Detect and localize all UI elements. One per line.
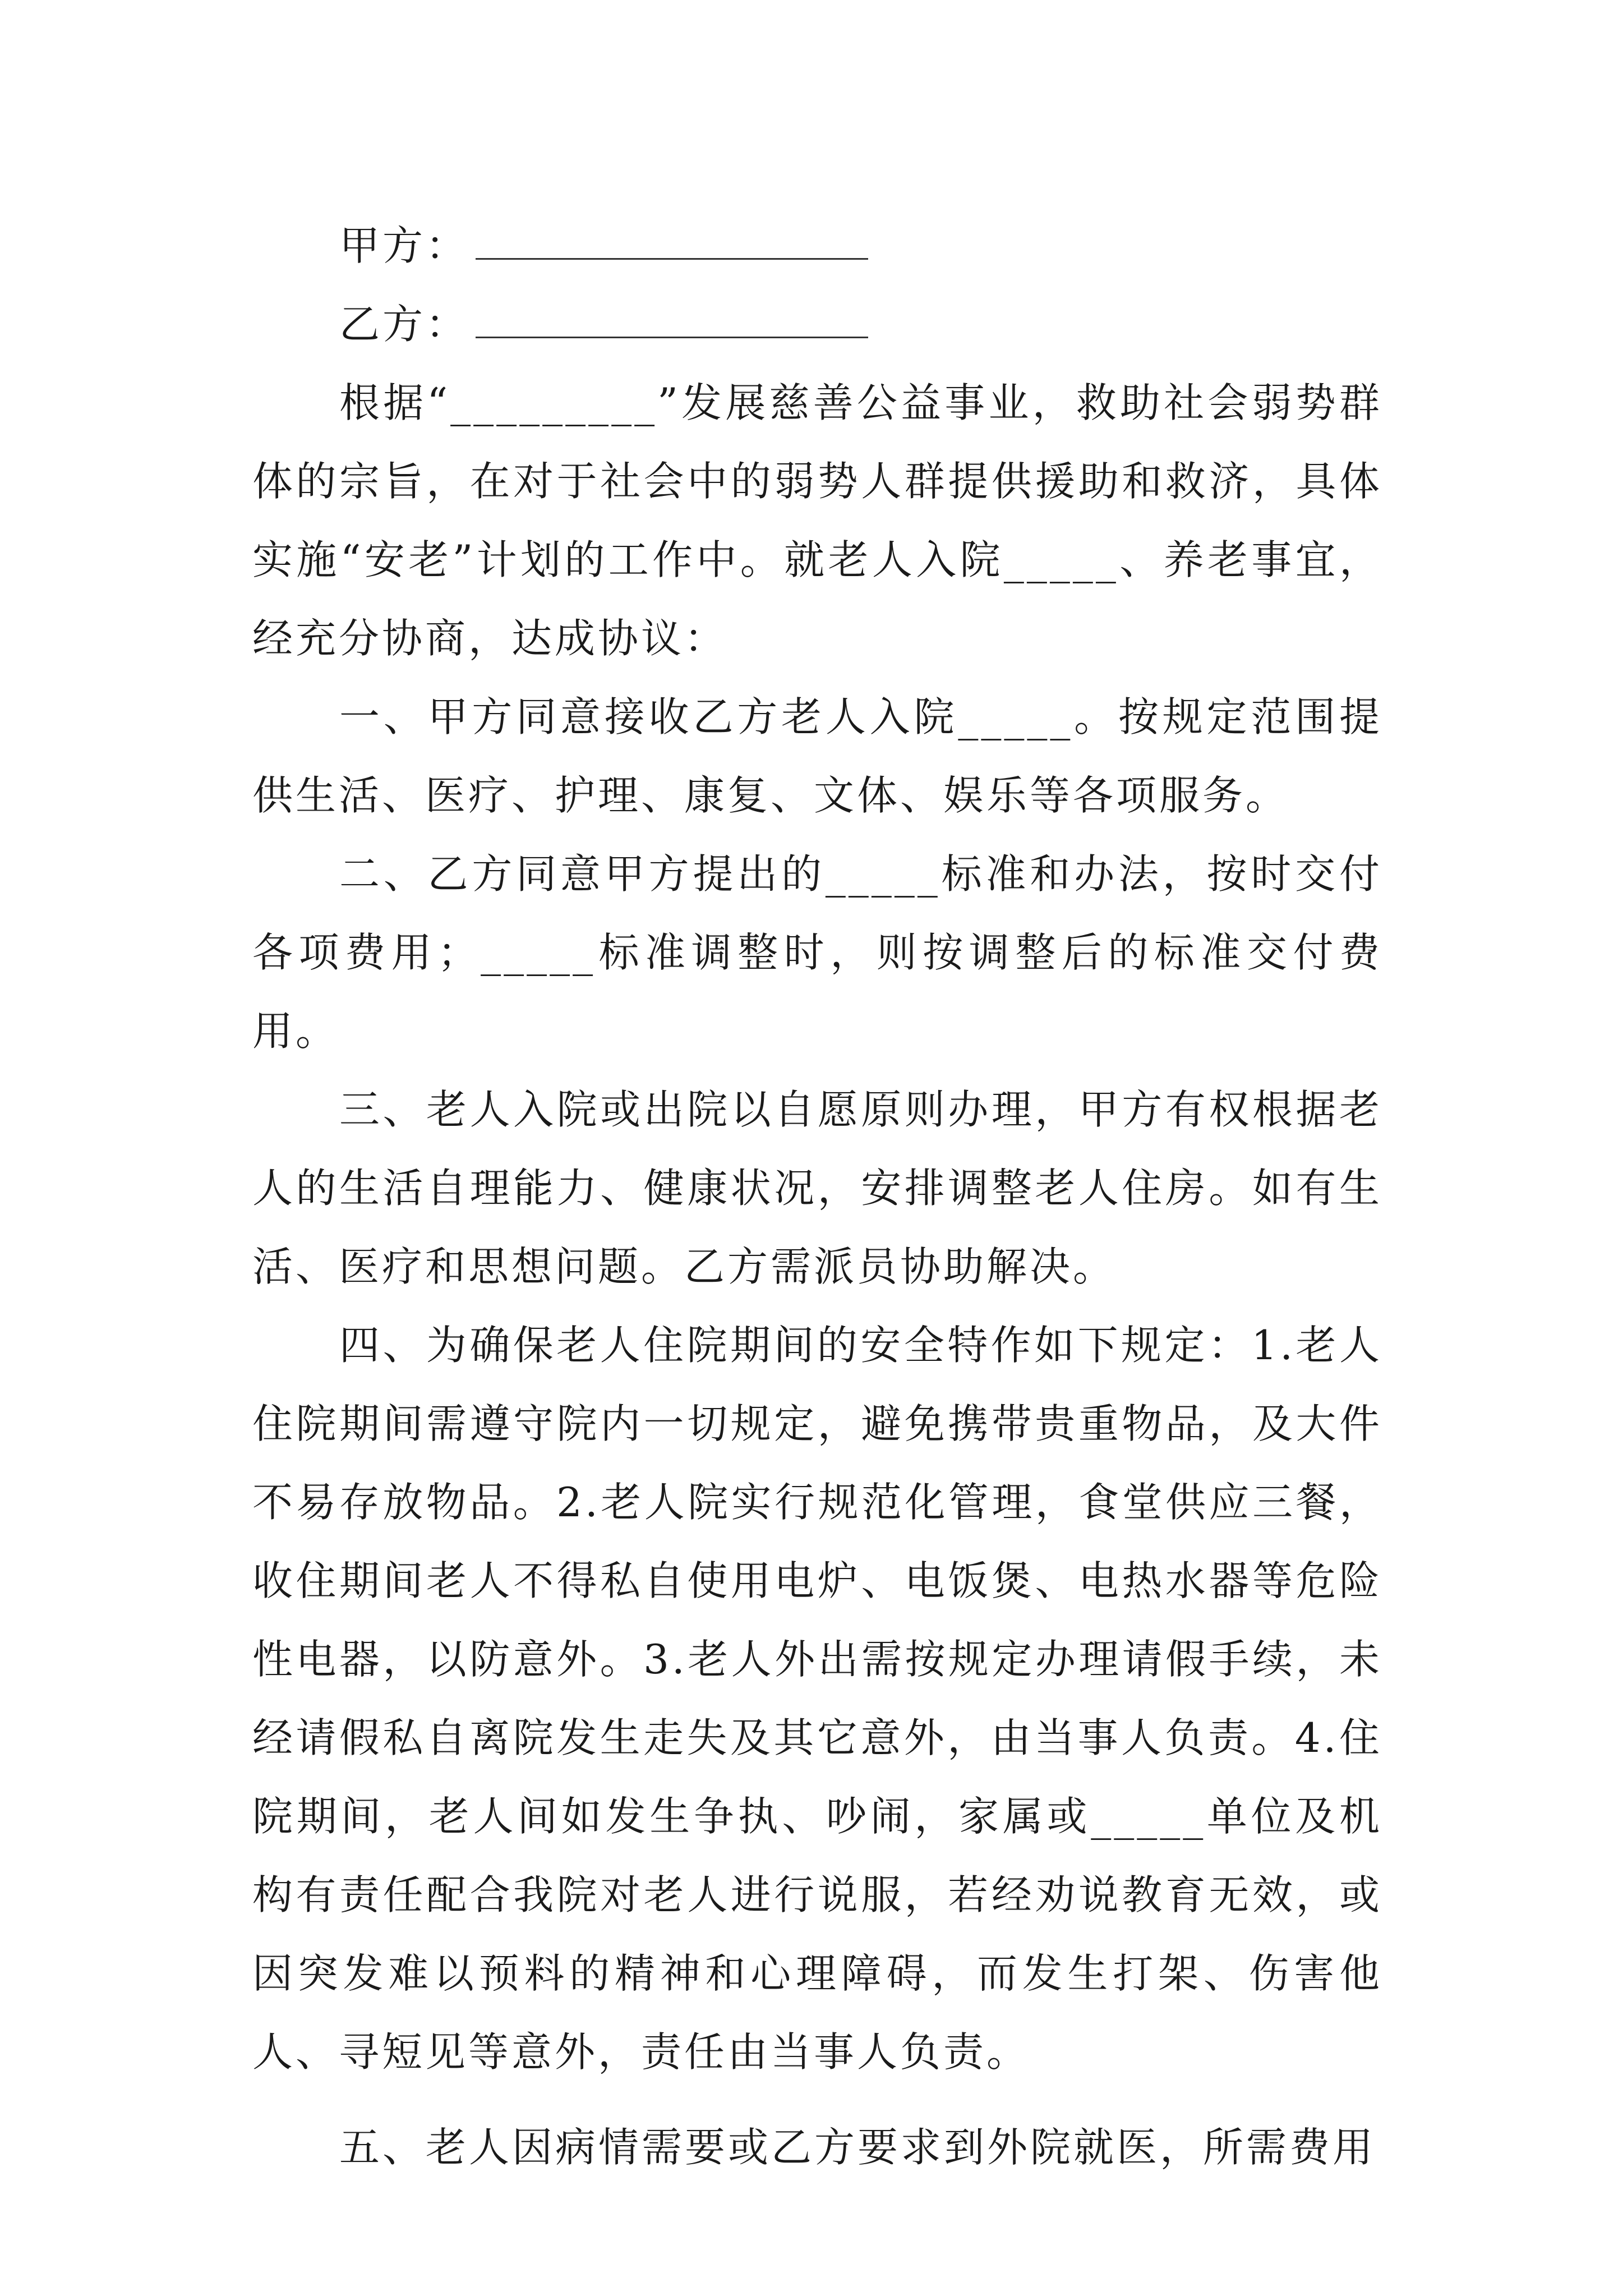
clause-4-paragraph: 四、为确保老人住院期间的安全特作如下规定：1.老人住院期间需遵守院内一切规定，避免携带贵重物品，及大件不易存放物品。2.老人院实行规范化管理，食堂供应三餐，收住期间老人不得私自使用电炉、电饭煲、电热水器等危险性电器，以防意外。3.老人外出需按规定办理请假手续，未经请假私自离院发生走失及其它意外，由当事人负责。4.住院期间，老人间如发生争执、吵闹，家属或_____单位及机构有责任配合我院对老人进行说服，若经劝说教育无效，或因突发难以预料的精神和心理障碍，而发生打架、伤害他人、寻短见等意外，责任由当事人负责。: [252, 1322, 1382, 2076]
clause-2-paragraph: 二、乙方同意甲方提出的_____标准和办法，按时交付各项费用；_____标准调整时，则按调整后的标准交付费用。: [252, 850, 1382, 1055]
intro-paragraph: 根据“_________”发展慈善公益事业，救助社会弱势群体的宗旨，在对于社会中的弱势人群提供援助和救济，具体实施“安老”计划的工作中。就老人入院_____、养老事宜，经充分协商，达成协议：: [252, 379, 1382, 662]
party-b-line: [252, 285, 1382, 364]
party-a-blank: [476, 224, 868, 260]
clause-3-paragraph: 三、老人入院或出院以自愿原则办理，甲方有权根据老人的生活自理能力、健康状况，安排调整老人住房。如有生活、医疗和思想问题。乙方需派员协助解决。: [252, 1086, 1382, 1290]
party-b-blank: [476, 303, 868, 338]
party-a-label: 甲方：: [339, 222, 469, 269]
clause-1-paragraph: 一、甲方同意接收乙方老人入院_____。按规定范围提供生活、医疗、护理、康复、文体、娱乐等各项服务。: [252, 693, 1382, 819]
party-b-label: 乙方：: [339, 301, 469, 348]
document-body: [252, 206, 1382, 2187]
clause-5-paragraph: 五、老人因病情需要或乙方要求到外院就医，所需费用: [339, 2124, 1376, 2171]
party-a-line: [252, 206, 1382, 285]
